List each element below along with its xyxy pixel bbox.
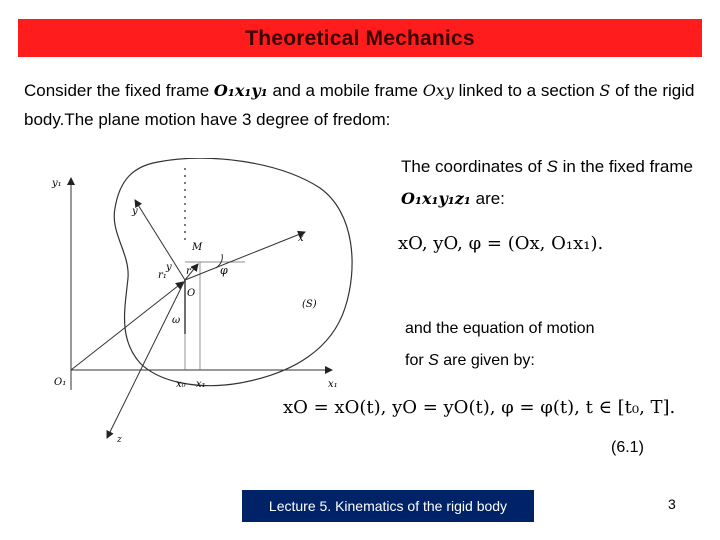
coords-section-symbol: S — [546, 157, 558, 176]
intro-text-1: Consider the fixed frame — [24, 81, 214, 100]
coordinates-equation: xO, yO, φ = (Ox, O₁x₁). — [398, 233, 604, 254]
y-axis-mobile — [135, 200, 185, 280]
mobile-frame-symbol: Oxy — [422, 81, 454, 100]
label-phi: φ — [220, 264, 228, 277]
page-number: 3 — [668, 496, 676, 512]
label-O1: O₁ — [54, 377, 67, 388]
intro-text-3: linked to a section — [453, 81, 600, 100]
motion-text-a: for — [405, 352, 429, 369]
fixed-frame-symbol: O₁x₁y₁ — [213, 81, 268, 100]
label-x1-tick: x₁ — [196, 379, 206, 390]
motion-text-b: are given by: — [438, 352, 535, 369]
coordinates-paragraph — [401, 151, 701, 215]
motion-section-symbol: S — [428, 352, 439, 369]
label-r1: r₁ — [158, 270, 167, 281]
label-S: (S) — [302, 299, 317, 310]
motion-line-1: and the equation of motion — [405, 320, 595, 337]
coords-text-1: The coordinates of — [401, 157, 547, 176]
rigid-body-frames-diagram — [40, 158, 360, 458]
equation-number: (6.1) — [611, 439, 644, 456]
x-axis-mobile — [185, 232, 305, 280]
label-r-prime: r′ — [186, 266, 194, 277]
title-bar — [18, 19, 702, 57]
motion-equation: xO = xO(t), yO = yO(t), φ = φ(t), t ∈ [t₀, T]. — [283, 397, 676, 418]
label-x: x — [298, 233, 304, 244]
coords-text-3: are: — [470, 189, 505, 208]
coords-text-2: in the fixed frame — [557, 157, 693, 176]
label-y: y — [132, 206, 138, 217]
label-x1-axis: x₁ — [328, 379, 338, 390]
r1-vector — [71, 282, 183, 370]
footer-lecture-label: Lecture 5. Kinematics of the rigid body — [242, 490, 534, 522]
label-M: M — [192, 242, 203, 253]
motion-line-2 — [405, 345, 594, 377]
label-z: z — [117, 435, 122, 445]
label-y-small: y — [166, 262, 172, 273]
label-omega: ω — [172, 315, 181, 326]
intro-paragraph — [24, 76, 704, 134]
intro-text-2: and a mobile frame — [267, 81, 423, 100]
z-axis — [107, 280, 185, 438]
label-y1: y₁ — [52, 178, 62, 189]
label-O: O — [187, 288, 196, 299]
slide-title: Theoretical Mechanics — [245, 27, 475, 50]
section-symbol: S — [599, 81, 611, 100]
coords-frame-symbol: O₁x₁y₁z₁ — [401, 189, 471, 208]
label-x0: x₀ — [176, 379, 186, 390]
motion-paragraph — [405, 313, 594, 377]
intro-text-4: of the rigid body.The plane motion have 3 degree of fredom: — [24, 81, 695, 129]
